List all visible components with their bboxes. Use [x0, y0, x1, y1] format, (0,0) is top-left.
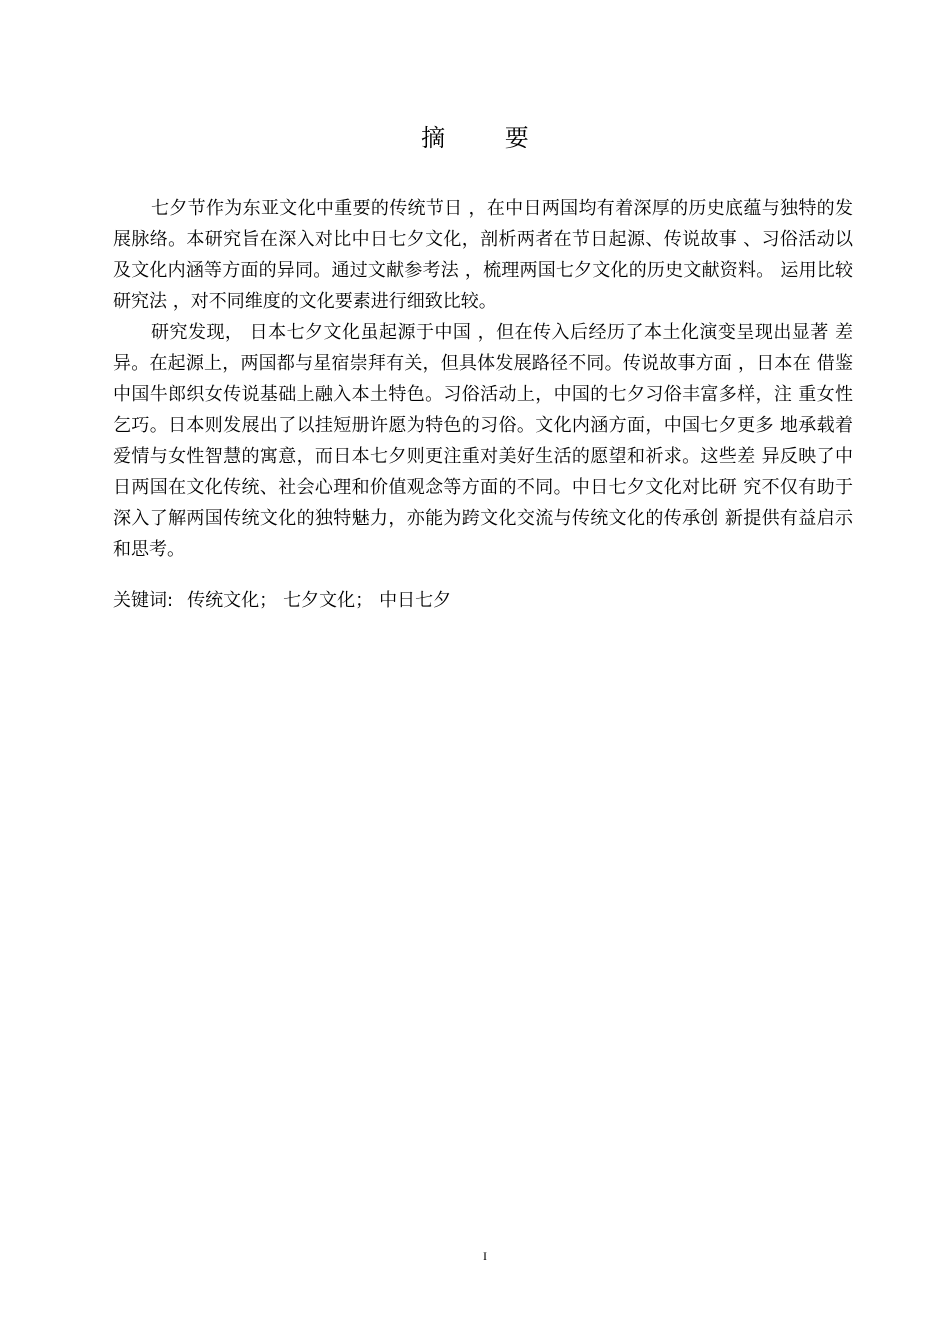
keyword-item: 七夕文化； — [283, 590, 374, 611]
keywords-line — [113, 586, 853, 616]
keyword-item: 中日七夕 — [379, 590, 452, 611]
abstract-paragraph-2: 研究发现， 日本七夕文化虽起源于中国 ，但在传入后经历了本土化演变呈现出显著 差异。在起源上，两国都与星宿崇拜有关，但具体发展路径不同。传说故事方面 ，日本在 借鉴中国牛郎织女传说基础上融入本土特色。习俗活动上，中国的七夕习俗丰富多样，注 重女性乞巧。日本则发展出了以挂短册许愿为特色的习俗。文化内涵方面，中国七夕更多 地承载着爱情与女性智慧的寓意，而日本七夕则更注重对美好生活的愿望和祈求。这些差 异反映了中日两国在文化传统、社会心理和价值观念等方面的不同。中日七夕文化对比研 究不仅有助于深入了解两国传统文化的独特魅力，亦能为跨文化交流与传统文化的传承创 新提供有益启示和思考。 — [113, 322, 853, 560]
keywords-label: 关键词: — [113, 590, 174, 611]
abstract-body — [113, 193, 853, 565]
keyword-item: 传统文化； — [187, 590, 278, 611]
abstract-paragraph-1: 七夕节作为东亚文化中重要的传统节日 ，在中日两国均有着深厚的历史底蕴与独特的发展脉络。本研究旨在深入对比中日七夕文化，剖析两者在节日起源、传说故事 、习俗活动以及文化内涵等方面的异同。通过文献参考法 ，梳理两国七夕文化的历史文献资料。 运用比较研究法 ，对不同维度的文化要素进行细致比较。 — [113, 198, 853, 312]
abstract-title: 摘 要 — [421, 124, 555, 152]
page-number: I — [483, 1249, 487, 1263]
